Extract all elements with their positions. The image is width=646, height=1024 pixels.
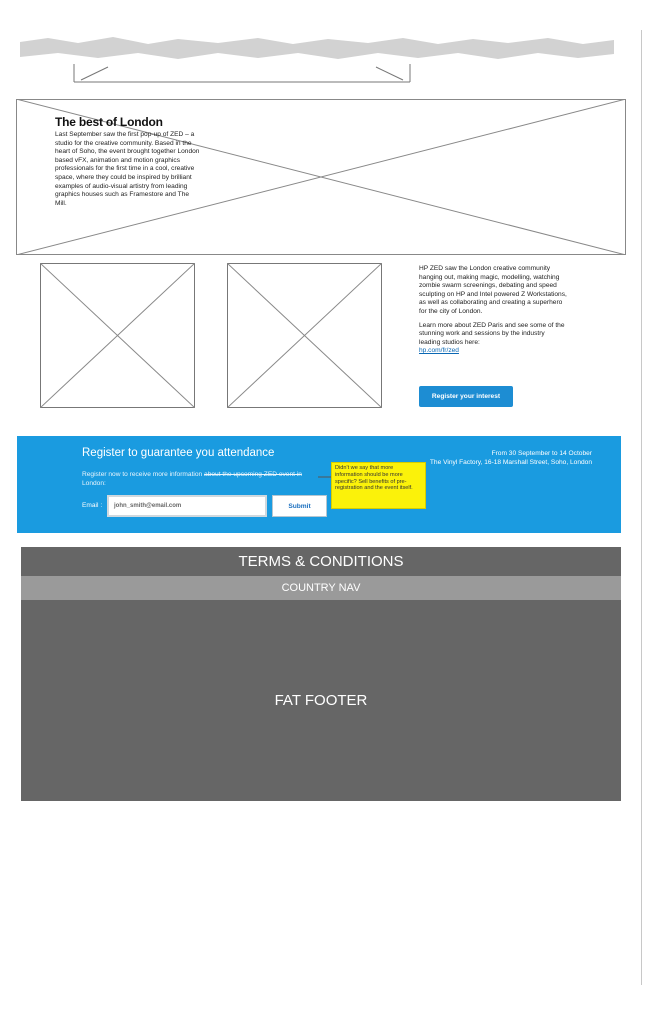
side-description	[419, 265, 567, 356]
event-date: From 30 September to 14 October	[491, 450, 592, 457]
country-nav-bar[interactable]: COUNTRY NAV	[21, 576, 621, 600]
note-connector	[318, 475, 332, 479]
email-input[interactable]: john_smith@email.com	[107, 495, 267, 517]
register-title: Register to guarantee you attendance	[82, 447, 275, 459]
page-edge-rule	[641, 30, 642, 985]
register-description	[82, 471, 322, 488]
image-placeholder-2	[227, 263, 382, 408]
register-text-plain: Register now to receive more information	[82, 471, 205, 478]
event-venue: The Vinyl Factory, 16-18 Marshall Street, Soho, London	[429, 459, 592, 467]
side-paragraph-1: HP ZED saw the London creative community hanging out, making magic, modelling, watching zombie swarm screenings, debating and speed sculpting on HP and Intel powered Z Workstations, as well as collaborating and creating a superhero for the city of London.	[419, 265, 567, 315]
review-comment-note: Didn't we say that more information should be more specific? Sell benefits of pre-registration and the event itself.	[331, 462, 426, 509]
email-label: Email :	[82, 502, 103, 509]
side-paragraph-2: Learn more about ZED Paris and see some of the stunning work and sessions by the industry leading studios here:	[419, 321, 565, 346]
zed-paris-link[interactable]: hp.com/fr/zed	[419, 347, 459, 355]
hero-body-text: Last September saw the first pop-up of ZED – a studio for the creative community. Based in the heart of Soho, the event brought together London based vFX, animation and motion graphics professionals for the first time in a cool, creative space, where they could be inspired by brilliant examples of audio-visual artistry from leading graphics houses such as Framestore and The Mill.	[55, 131, 200, 207]
register-text-end: London:	[82, 479, 106, 487]
register-text-struck: about the upcoming ZED event in	[204, 471, 302, 478]
placeholder-cross-2	[227, 263, 382, 408]
fat-footer: FAT FOOTER	[21, 600, 621, 801]
hero-title: The best of London	[55, 115, 163, 129]
partial-image-placeholder	[73, 64, 411, 83]
terms-conditions-bar[interactable]: TERMS & CONDITIONS	[21, 547, 621, 576]
submit-button[interactable]: Submit	[272, 495, 327, 517]
register-interest-button[interactable]: Register your interest	[419, 386, 513, 407]
event-details	[430, 449, 592, 468]
placeholder-cross-1	[40, 263, 195, 408]
image-placeholder-1	[40, 263, 195, 408]
torn-edge	[18, 34, 616, 64]
